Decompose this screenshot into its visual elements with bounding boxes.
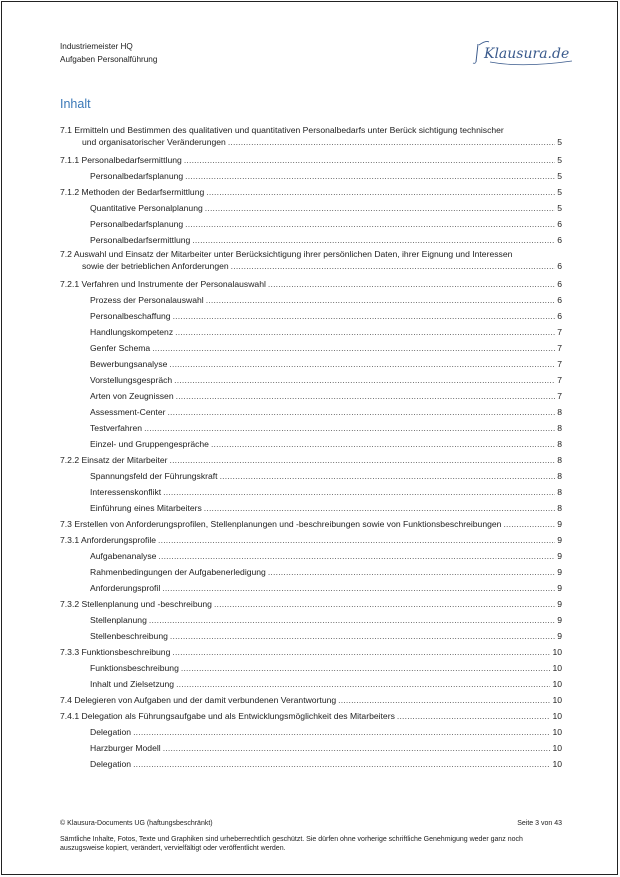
toc-entry[interactable]: [60, 168, 562, 184]
toc-entry[interactable]: [60, 628, 562, 644]
toc-page-number: 10: [552, 711, 562, 721]
toc-entry[interactable]: [60, 484, 562, 500]
toc-dot-leader: [185, 216, 555, 232]
toc-dot-leader: [133, 756, 550, 772]
toc-page-number: 8: [557, 503, 562, 513]
toc-entry[interactable]: [60, 708, 562, 724]
toc-dot-leader: [133, 724, 550, 740]
toc-dot-leader: [185, 168, 555, 184]
toc-entry[interactable]: [60, 388, 562, 404]
toc-dot-leader: [220, 468, 556, 484]
toc-entry-title: 7.4 Delegieren von Aufgaben und der damit verbundenen Verantwortung: [60, 695, 337, 705]
toc-entry[interactable]: [60, 596, 562, 612]
toc-page-number: 9: [557, 583, 562, 593]
toc-dot-leader: [167, 404, 555, 420]
toc-entry-title-continued: sowie der betrieblichen Anforderungen: [82, 261, 229, 271]
toc-dot-leader: [175, 324, 555, 340]
toc-entry[interactable]: [60, 500, 562, 516]
toc-page-number: 7: [557, 359, 562, 369]
toc-page-number: 6: [557, 261, 562, 271]
toc-dot-leader: [152, 340, 555, 356]
toc-page-number: 10: [552, 695, 562, 705]
footer-copyright-notice: Sämtliche Inhalte, Fotos, Texte und Graphiken sind urheberrechtlich geschützt. Sie dürfen ohne vorherige schriftliche Genehmigung weder ganz noch auszugsweise kopiert, verändert, vervielfältigt oder veröffentlicht werden.: [60, 836, 523, 852]
toc-dot-leader: [144, 420, 555, 436]
page-header: [60, 40, 157, 66]
toc-entry-title: Harzburger Modell: [90, 743, 161, 753]
toc-entry-title: Personalbedarfsplanung: [90, 171, 184, 181]
toc-entry[interactable]: [60, 548, 562, 564]
toc-entry[interactable]: [60, 516, 562, 532]
toc-entry-title: Delegation: [90, 759, 132, 769]
toc-dot-leader: [172, 644, 550, 660]
toc-entry-title: 7.2.1 Verfahren und Instrumente der Personalauswahl: [60, 279, 266, 289]
toc-entry-title: Arten von Zeugnissen: [90, 391, 174, 401]
toc-page-number: 10: [552, 759, 562, 769]
toc-entry[interactable]: [60, 532, 562, 548]
toc-dot-leader: [158, 548, 555, 564]
toc-page-number: 6: [557, 219, 562, 229]
toc-entry[interactable]: [60, 324, 562, 340]
toc-entry-title: 7.1.1 Personalbedarfsermittlung: [60, 155, 182, 165]
toc-entry-title: Funktionsbeschreibung: [90, 663, 179, 673]
table-of-contents: [60, 124, 562, 772]
toc-entry-title: Prozess der Personalauswahl: [90, 295, 204, 305]
toc-dot-leader: [169, 452, 555, 468]
toc-dot-leader: [338, 692, 550, 708]
document-page: [1, 1, 618, 875]
toc-page-number: 6: [557, 279, 562, 289]
toc-entry[interactable]: [60, 200, 562, 216]
toc-dot-leader: [158, 532, 555, 548]
toc-page-number: 8: [557, 407, 562, 417]
toc-entry-title: 7.3.2 Stellenplanung und -beschreibung: [60, 599, 212, 609]
toc-dot-leader: [268, 276, 555, 292]
toc-entry-title: 7.2 Auswahl und Einsatz der Mitarbeiter unter Berücksichtigung ihrer persönlichen Daten, ihrer Eignung und Interessen: [60, 249, 513, 259]
toc-entry[interactable]: [60, 308, 562, 324]
klausura-logo: [472, 38, 582, 68]
toc-page-number: 6: [557, 295, 562, 305]
toc-entry-title: Bewerbungsanalyse: [90, 359, 168, 369]
toc-entry[interactable]: [60, 660, 562, 676]
toc-dot-leader: [149, 612, 555, 628]
footer-copyright: © Klausura-Documents UG (haftungsbeschränkt): [60, 820, 213, 827]
toc-entry-title: 7.1 Ermitteln und Bestimmen des qualitativen und quantitativen Personalbedarfs unter Berück sichtigung technischer: [60, 125, 504, 135]
toc-entry-title: 7.3.1 Anforderungsprofile: [60, 535, 157, 545]
toc-page-number: 10: [552, 663, 562, 673]
toc-page-number: 9: [557, 551, 562, 561]
toc-page-number: 9: [557, 535, 562, 545]
toc-page-number: 5: [557, 203, 562, 213]
toc-page-number: 10: [552, 647, 562, 657]
toc-dot-leader: [173, 308, 556, 324]
toc-entry-title: Einzel- und Gruppengespräche: [90, 439, 209, 449]
toc-entry[interactable]: [60, 420, 562, 436]
toc-entry-title: Spannungsfeld der Führungskraft: [90, 471, 218, 481]
toc-entry[interactable]: [60, 468, 562, 484]
toc-page-number: 9: [557, 567, 562, 577]
toc-entry[interactable]: [60, 248, 562, 272]
toc-page-number: 8: [557, 487, 562, 497]
header-subtitle: Aufgaben Personalführung: [60, 55, 158, 64]
toc-entry[interactable]: [60, 404, 562, 420]
toc-page-number: 7: [557, 343, 562, 353]
toc-dot-leader: [192, 232, 555, 248]
toc-entry-title: Stellenplanung: [90, 615, 147, 625]
toc-entry[interactable]: [60, 292, 562, 308]
toc-entry[interactable]: [60, 612, 562, 628]
toc-entry[interactable]: [60, 184, 562, 200]
toc-entry-title: Interessenskonflikt: [90, 487, 162, 497]
toc-entry[interactable]: [60, 152, 562, 168]
toc-page-number: 10: [552, 727, 562, 737]
toc-dot-leader: [397, 708, 551, 724]
toc-dot-leader: [169, 356, 555, 372]
toc-dot-leader: [170, 628, 555, 644]
toc-dot-leader: [206, 184, 555, 200]
toc-dot-leader: [176, 676, 550, 692]
toc-page-number: 5: [557, 155, 562, 165]
toc-entry[interactable]: [60, 340, 562, 356]
toc-dot-leader: [174, 372, 555, 388]
toc-entry[interactable]: [60, 276, 562, 292]
toc-entry[interactable]: [60, 644, 562, 660]
toc-page-number: 8: [557, 455, 562, 465]
toc-entry[interactable]: [60, 676, 562, 692]
toc-entry-title: Assessment-Center: [90, 407, 166, 417]
toc-entry[interactable]: [60, 232, 562, 248]
toc-page-number: 8: [557, 471, 562, 481]
toc-entry[interactable]: [60, 452, 562, 468]
toc-entry-title: Genfer Schema: [90, 343, 151, 353]
toc-entry[interactable]: [60, 436, 562, 452]
toc-dot-leader: [268, 564, 555, 580]
toc-page-number: 7: [557, 375, 562, 385]
toc-entry-title: 7.2.2 Einsatz der Mitarbeiter: [60, 455, 168, 465]
toc-entry-title: Vorstellungsgespräch: [90, 375, 173, 385]
toc-entry-title: 7.3 Erstellen von Anforderungsprofilen, Stellenplanungen und -beschreibungen sowie von Funktionsbeschreibungen: [60, 519, 502, 529]
toc-page-number: 10: [552, 743, 562, 753]
toc-page-number: 7: [557, 327, 562, 337]
toc-entry-title: Quantitative Personalplanung: [90, 203, 203, 213]
toc-page-number: 10: [552, 679, 562, 689]
toc-entry-title: Handlungskompetenz: [90, 327, 174, 337]
toc-dot-leader: [211, 436, 555, 452]
toc-entry-title: Rahmenbedingungen der Aufgabenerledigung: [90, 567, 266, 577]
toc-dot-leader: [176, 388, 556, 404]
footer-page-number: Seite 3 von 43: [517, 820, 562, 827]
toc-page-number: 8: [557, 423, 562, 433]
toc-entry[interactable]: [60, 756, 562, 772]
svg-text:Klausura.de: Klausura.de: [484, 46, 570, 62]
toc-dot-leader: [204, 500, 555, 516]
toc-entry-title: 7.1.2 Methoden der Bedarfsermittlung: [60, 187, 205, 197]
toc-page-number: 5: [557, 137, 562, 147]
toc-dot-leader: [228, 136, 555, 148]
page-footer: [60, 819, 562, 853]
toc-dot-leader: [163, 740, 551, 756]
toc-entry-title: Einführung eines Mitarbeiters: [90, 503, 202, 513]
toc-page-number: 9: [557, 615, 562, 625]
toc-dot-leader: [162, 580, 555, 596]
toc-dot-leader: [206, 292, 556, 308]
toc-entry-title: Personalbeschaffung: [90, 311, 171, 321]
toc-page-number: 9: [557, 519, 562, 529]
toc-entry-title: Personalbedarfsplanung: [90, 219, 184, 229]
toc-dot-leader: [181, 660, 551, 676]
toc-entry-title: 7.4.1 Delegation als Führungsaufgabe und als Entwicklungsmöglichkeit des Mitarbeiters: [60, 711, 395, 721]
toc-page-number: 9: [557, 599, 562, 609]
toc-entry-title: Aufgabenanalyse: [90, 551, 157, 561]
toc-page-number: 5: [557, 171, 562, 181]
toc-heading: Inhalt: [60, 97, 91, 111]
toc-entry-title-continued: und organisatorischer Veränderungen: [82, 137, 226, 147]
toc-entry-title: Testverfahren: [90, 423, 143, 433]
toc-entry[interactable]: [60, 724, 562, 740]
toc-entry-title: Anforderungsprofil: [90, 583, 161, 593]
toc-entry[interactable]: [60, 564, 562, 580]
toc-entry[interactable]: [60, 372, 562, 388]
toc-page-number: 5: [557, 187, 562, 197]
toc-entry[interactable]: [60, 740, 562, 756]
toc-entry-title: Personalbedarfsermittlung: [90, 235, 191, 245]
header-course-title: Industriemeister HQ: [60, 42, 133, 51]
toc-page-number: 6: [557, 235, 562, 245]
toc-entry-title: Delegation: [90, 727, 132, 737]
toc-dot-leader: [163, 484, 555, 500]
toc-entry[interactable]: [60, 216, 562, 232]
toc-entry[interactable]: [60, 692, 562, 708]
toc-dot-leader: [205, 200, 555, 216]
toc-page-number: 7: [557, 391, 562, 401]
toc-entry[interactable]: [60, 124, 562, 148]
toc-entry-title: 7.3.3 Funktionsbeschreibung: [60, 647, 171, 657]
toc-page-number: 8: [557, 439, 562, 449]
toc-dot-leader: [231, 260, 556, 272]
toc-entry[interactable]: [60, 356, 562, 372]
toc-entry-title: Stellenbeschreibung: [90, 631, 168, 641]
toc-entry-title: Inhalt und Zielsetzung: [90, 679, 175, 689]
toc-entry[interactable]: [60, 580, 562, 596]
toc-dot-leader: [503, 516, 555, 532]
toc-dot-leader: [184, 152, 555, 168]
toc-page-number: 6: [557, 311, 562, 321]
toc-dot-leader: [214, 596, 555, 612]
toc-page-number: 9: [557, 631, 562, 641]
